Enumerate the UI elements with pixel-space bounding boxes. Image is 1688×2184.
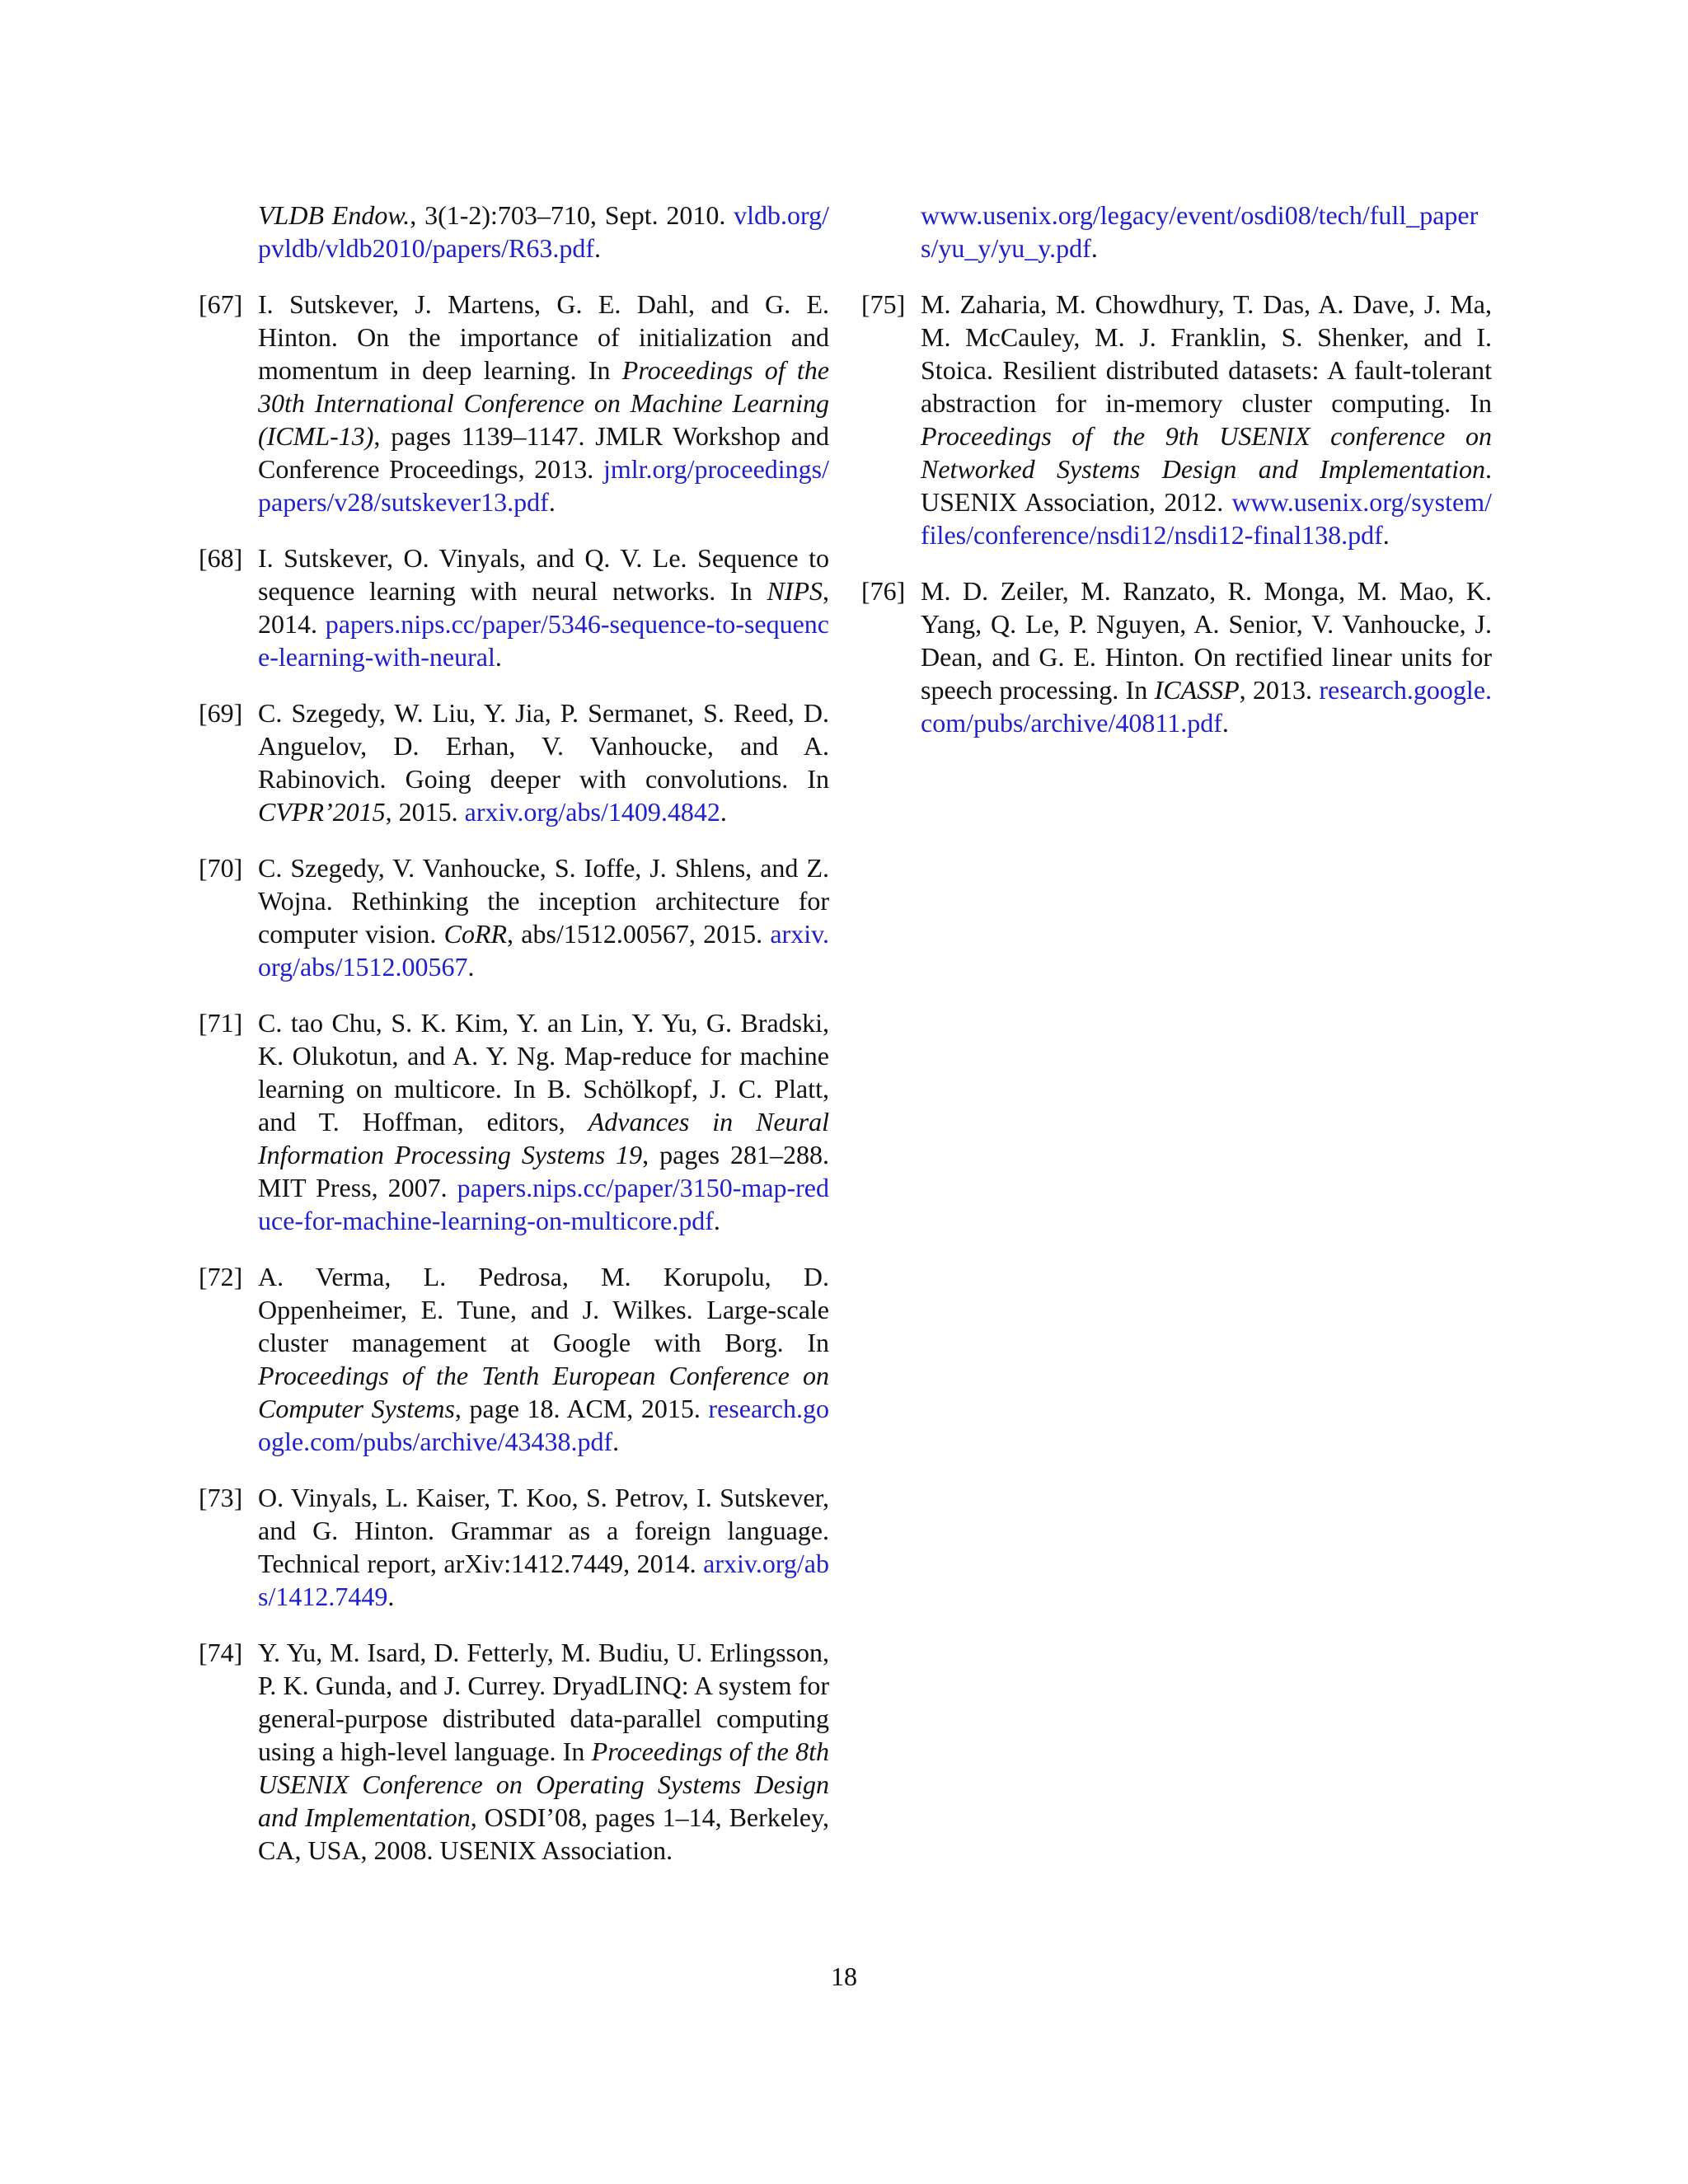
reference-link[interactable]: arxiv.org/abs/1412.7449 xyxy=(258,1549,829,1611)
reference-venue: VLDB Endow. xyxy=(258,200,410,230)
reference-venue: Proceedings of the 9th USENIX conference on Networked Systems Design and Implementation xyxy=(921,421,1492,484)
reference-link[interactable]: www.usenix.org/system/files/conference/nsdi12/nsdi12-final138.pdf xyxy=(921,487,1492,550)
reference-70 xyxy=(199,851,829,983)
reference-number: [71] xyxy=(199,1008,243,1038)
reference-text xyxy=(258,199,829,265)
reference-segment: A. Verma, L. Pedrosa, M. Korupolu, D. Oppenheimer, E. Tune, and J. Wilkes. Large-scale cluster management at Google with Borg. In xyxy=(258,1262,829,1357)
reference-link[interactable]: arxiv.org/abs/1512.00567 xyxy=(258,919,830,982)
reference-segment: , pages 281–288. MIT Press, 2007. xyxy=(258,1140,829,1202)
reference-segment: M. D. Zeiler, M. Ranzato, R. Monga, M. Mao, K. Yang, Q. Le, P. Nguyen, A. Senior, V. Vanhoucke, J. Dean, and G. E. Hinton. On rectified linear units for speech processing. In xyxy=(921,576,1492,705)
right-column xyxy=(861,199,1492,762)
reference-number: [76] xyxy=(861,576,906,606)
reference-number: [72] xyxy=(199,1262,243,1291)
reference-link[interactable]: vldb.org/pvldb/vldb2010/papers/R63.pdf xyxy=(258,200,830,263)
reference-segment: . xyxy=(612,1427,620,1456)
reference-segment: C. Szegedy, W. Liu, Y. Jia, P. Sermanet, S. Reed, D. Anguelov, D. Erhan, V. Vanhoucke, and A. Rabinovich. Going deeper with convolutions. In xyxy=(258,698,829,794)
reference-segment: C. Szegedy, V. Vanhoucke, S. Ioffe, J. Shlens, and Z. Wojna. Rethinking the inception architecture for computer vision. xyxy=(258,853,829,949)
reference-segment: , 3(1-2):703–710, Sept. 2010. xyxy=(410,200,734,230)
reference-segment: , 2014. xyxy=(258,576,829,639)
reference-text xyxy=(258,696,829,828)
reference-number: [73] xyxy=(199,1483,243,1512)
reference-segment: , abs/1512.00567, 2015. xyxy=(507,919,771,949)
reference-continuation-right xyxy=(861,199,1492,265)
reference-number: [69] xyxy=(199,698,243,728)
reference-link[interactable]: jmlr.org/proceedings/papers/v28/sutskever13.pdf xyxy=(258,454,829,517)
reference-text xyxy=(258,1481,829,1613)
reference-text xyxy=(258,1636,829,1867)
reference-text xyxy=(921,199,1492,265)
reference-number: [75] xyxy=(861,289,906,319)
reference-segment: . xyxy=(1090,233,1098,263)
reference-number: [70] xyxy=(199,853,243,883)
reference-segment: , 2013. xyxy=(1239,675,1320,705)
reference-link[interactable]: research.google.com/pubs/archive/43438.pdf xyxy=(258,1394,829,1456)
reference-venue: Advances in Neural Information Processing Systems 19 xyxy=(258,1107,830,1169)
reference-text xyxy=(258,1006,829,1237)
reference-venue: NIPS xyxy=(767,576,823,606)
reference-segment: M. Zaharia, M. Chowdhury, T. Das, A. Dave, J. Ma, M. McCauley, M. J. Franklin, S. Shenker, and I. Stoica. Resilient distributed datasets: A fault-tolerant abstraction for in-memory cluster computing. In xyxy=(921,289,1492,418)
reference-76 xyxy=(861,574,1492,739)
reference-73 xyxy=(199,1481,829,1613)
reference-segment: C. tao Chu, S. K. Kim, Y. an Lin, Y. Yu, G. Bradski, K. Olukotun, and A. Y. Ng. Map-reduce for machine learning on multicore. In B. Schölkopf, J. C. Platt, and T. Hoffman, editors, xyxy=(258,1008,829,1137)
reference-72 xyxy=(199,1260,829,1458)
reference-segment: I. Sutskever, J. Martens, G. E. Dahl, and G. E. Hinton. On the importance of initialization and momentum in deep learning. In xyxy=(258,289,829,385)
reference-75 xyxy=(861,288,1492,551)
reference-segment: Y. Yu, M. Isard, D. Fetterly, M. Budiu, U. Erlingsson, P. K. Gunda, and J. Currey. DryadLINQ: A system for general-purpose distributed data-parallel computing using a high-level language. In xyxy=(258,1638,829,1766)
reference-link[interactable]: papers.nips.cc/paper/5346-sequence-to-sequence-learning-with-neural xyxy=(258,609,829,672)
reference-text xyxy=(258,1260,829,1458)
reference-text xyxy=(258,851,829,983)
page-number: 18 xyxy=(831,1961,857,1991)
reference-67 xyxy=(199,288,829,518)
reference-continuation-left xyxy=(199,199,829,265)
reference-venue: CoRR xyxy=(443,919,508,949)
reference-venue: CVPR’2015 xyxy=(258,797,386,827)
reference-number: [67] xyxy=(199,289,243,319)
reference-venue: Proceedings of the 8th USENIX Conference on Operating Systems Design and Implementation xyxy=(258,1736,830,1832)
reference-segment: . xyxy=(1382,520,1390,550)
reference-text xyxy=(258,288,829,518)
reference-segment: . xyxy=(593,233,601,263)
left-column xyxy=(199,199,829,1890)
reference-71 xyxy=(199,1006,829,1237)
reference-segment: O. Vinyals, L. Kaiser, T. Koo, S. Petrov, I. Sutskever, and G. Hinton. Grammar as a foreign language. Technical report, arXiv:1412.7449, 2014. xyxy=(258,1483,829,1578)
reference-text xyxy=(921,288,1492,551)
reference-segment: I. Sutskever, O. Vinyals, and Q. V. Le. Sequence to sequence learning with neural networks. In xyxy=(258,543,829,606)
reference-segment: , OSDI’08, pages 1–14, Berkeley, CA, USA, 2008. USENIX Association. xyxy=(258,1802,830,1865)
reference-segment: . USENIX Association, 2012. xyxy=(921,454,1492,517)
reference-text xyxy=(921,574,1492,739)
reference-segment: . xyxy=(720,797,727,827)
reference-link[interactable]: arxiv.org/abs/1409.4842 xyxy=(464,797,720,827)
reference-link[interactable]: research.google.com/pubs/archive/40811.pdf xyxy=(921,675,1493,738)
reference-segment: . xyxy=(548,487,556,517)
reference-link[interactable]: papers.nips.cc/paper/3150-map-reduce-for-machine-learning-on-multicore.pdf xyxy=(258,1173,829,1235)
reference-segment: , pages 1139–1147. JMLR Workshop and Conference Proceedings, 2013. xyxy=(258,421,829,484)
reference-segment: , 2015. xyxy=(385,797,465,827)
reference-segment: . xyxy=(713,1206,720,1235)
reference-venue: Proceedings of the Tenth European Conference on Computer Systems xyxy=(258,1361,829,1423)
reference-segment: . xyxy=(495,642,502,672)
reference-number: [74] xyxy=(199,1638,243,1667)
reference-segment: . xyxy=(387,1582,395,1611)
reference-segment: . xyxy=(1221,708,1229,738)
reference-69 xyxy=(199,696,829,828)
reference-text xyxy=(258,541,829,673)
reference-venue: Proceedings of the 30th International Conference on Machine Learning (ICML-13) xyxy=(258,355,830,451)
reference-68 xyxy=(199,541,829,673)
reference-number: [68] xyxy=(199,543,243,573)
reference-venue: ICASSP xyxy=(1154,675,1240,705)
reference-segment: . xyxy=(467,952,475,982)
reference-segment: , page 18. ACM, 2015. xyxy=(454,1394,709,1423)
reference-74 xyxy=(199,1636,829,1867)
reference-link[interactable]: www.usenix.org/legacy/event/osdi08/tech/full_papers/yu_y/yu_y.pdf xyxy=(921,200,1479,263)
